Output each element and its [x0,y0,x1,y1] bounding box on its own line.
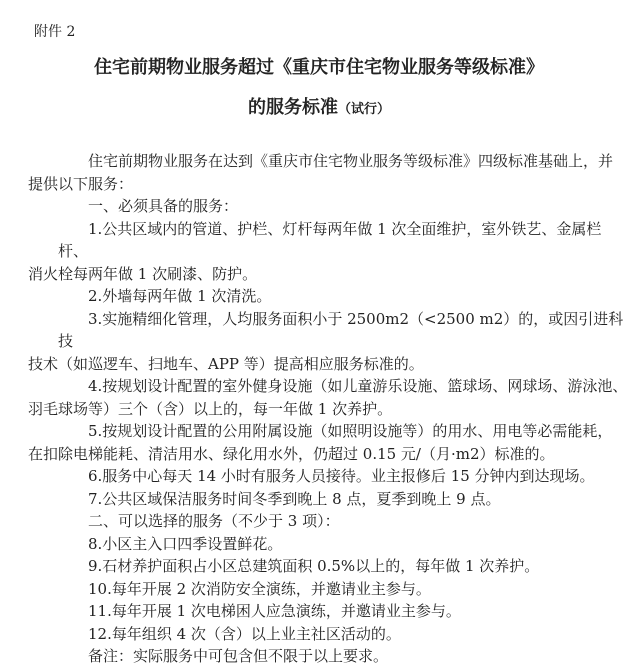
list-item-line1: 5.按规划设计配置的公用附属设施（如照明设施等）的用水、用电等必需能耗， [88,422,613,440]
list-item-line1: 1.公共区域内的管道、护栏、灯杆每两年做 1 次全面维护，室外铁艺、金属栏杆、 [58,219,602,260]
list-item-line2: 技术（如巡逻车、扫地车、APP 等）提高相应服务标准的。 [28,354,424,373]
remark: 备注：实际服务中可包含但不限于以上要求。 [88,647,389,665]
list-item [28,308,628,376]
section1-heading: 一、必须具备的服务： [88,197,239,215]
list-item-line1: 4.按规划设计配置的室外健身设施（如儿童游乐设施、篮球场、网球场、游泳池、 [88,377,628,395]
optional-list-item: 11.每年开展 1 次电梯困人应急演练，并邀请业主参与。 [88,602,461,620]
list-item-line2: 羽毛球场等）三个（含）以上的，每一年做 1 次养护。 [28,399,393,418]
list-item: 6.服务中心每天 14 小时有服务人员接待。业主报修后 15 分钟内到达现场。 [88,467,595,485]
list-item: 7.公共区域保洁服务时间冬季到晚上 8 点，夏季到晚上 9 点。 [88,489,501,508]
optional-list-item: 10.每年开展 2 次消防安全演练，并邀请业主参与。 [88,579,431,598]
document-title-line1: 住宅前期物业服务超过《重庆市住宅物业服务等级标准》 [94,57,544,78]
list-item [28,420,628,465]
list-item-line2: 在扣除电梯能耗、清洁用水、绿化用水外，仍超过 0.15 元/（月·m2）标准的。 [28,444,555,463]
document-body [28,150,628,668]
attachment-label: 附件 2 [34,24,76,40]
intro-line2: 提供以下服务： [28,174,134,193]
optional-list-item: 9.石材养护面积占小区总建筑面积 0.5%以上的，每年做 1 次养护。 [88,557,540,575]
document-title-note: （试行） [337,102,390,117]
list-item-line1: 3.实施精细化管理，人均服务面积小于 2500m2（<2500 m2）的，或因引进科技 [58,309,624,350]
optional-list-item: 12.每年组织 4 次（含）以上业主社区活动的。 [88,624,401,643]
section2-heading: 二、可以选择的服务（不少于 3 项）： [88,512,340,530]
intro-line1: 住宅前期物业服务在达到《重庆市住宅物业服务等级标准》四级标准基础上，并 [88,152,614,170]
document-title-line2 [0,95,638,123]
optional-list-item: 8.小区主入口四季设置鲜花。 [88,534,283,553]
list-item-line2: 消火栓每两年做 1 次刷漆、防护。 [28,264,258,283]
document-title-main: 的服务标准 [247,97,338,118]
list-item [28,375,628,420]
list-item: 2.外墙每两年做 1 次清洗。 [88,287,272,305]
intro-paragraph [28,150,628,195]
list-item [28,218,628,286]
